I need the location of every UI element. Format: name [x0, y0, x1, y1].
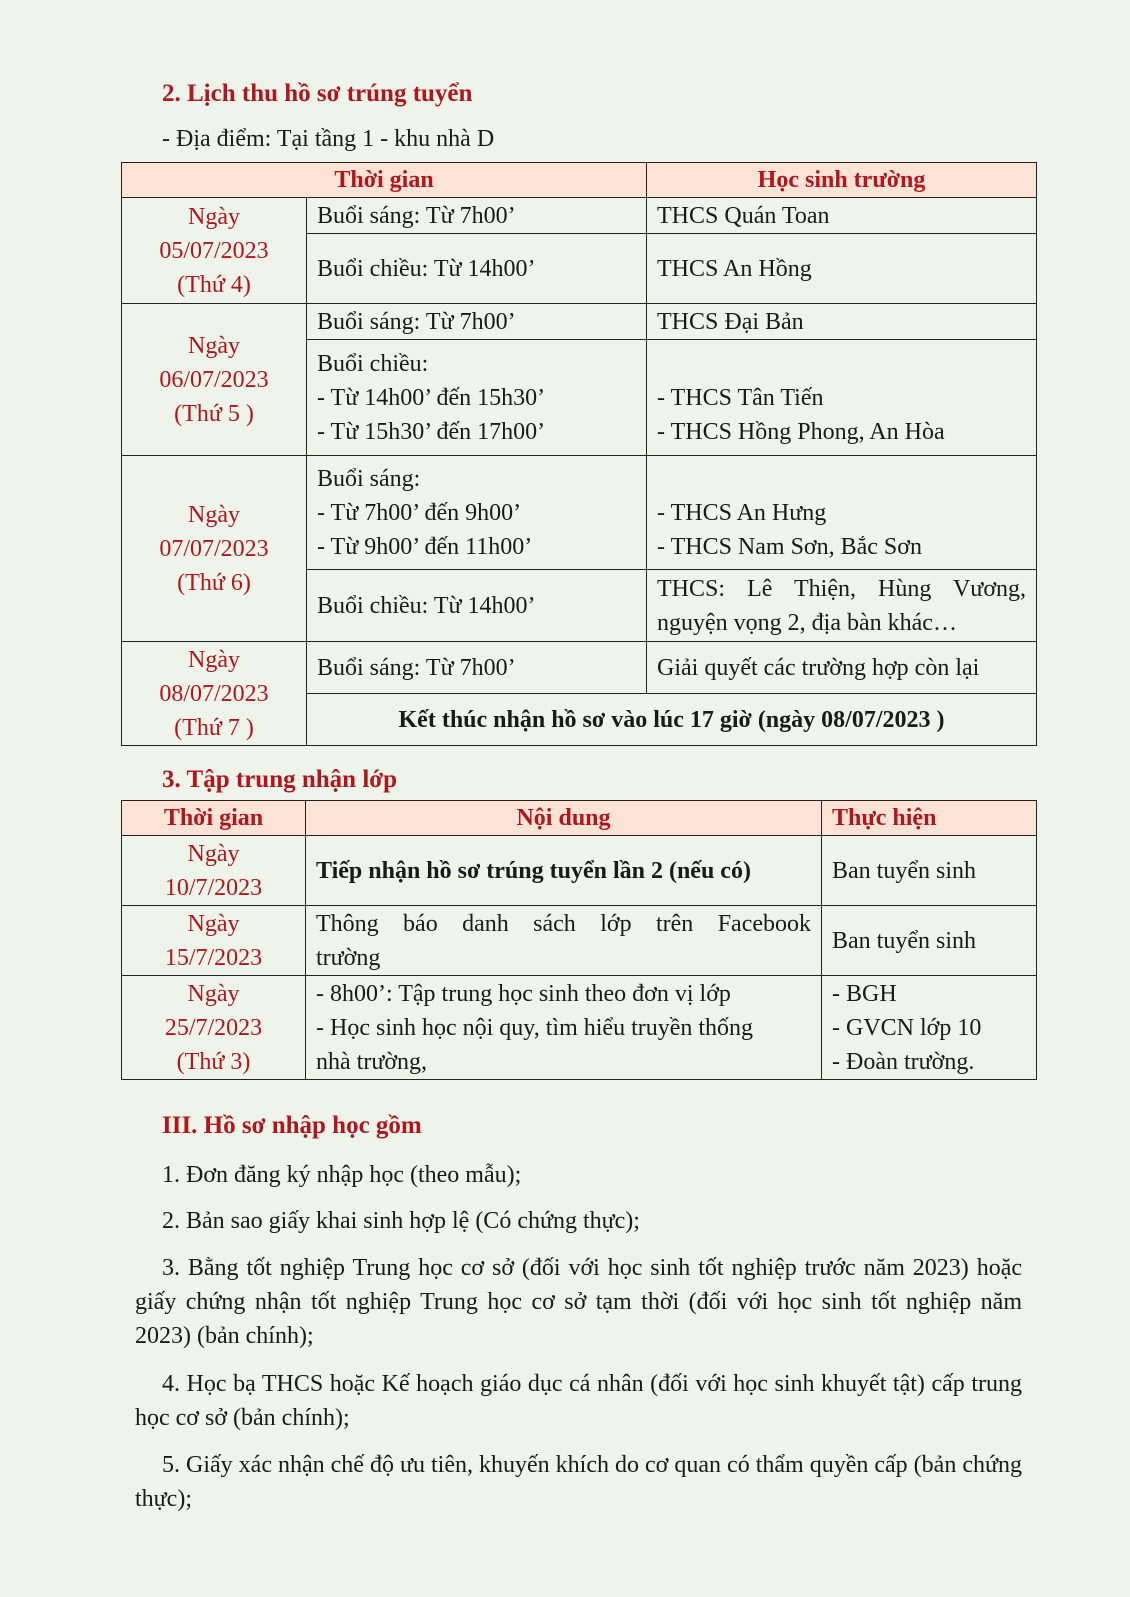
table-row: [122, 906, 1037, 976]
date-cell: Ngày 08/07/2023 (Thứ 7 ): [122, 642, 307, 746]
table-row: [122, 198, 1037, 234]
school-cell: THCS Đại Bản: [647, 304, 1037, 340]
section-2-heading: 2. Lịch thu hồ sơ trúng tuyển: [162, 80, 473, 107]
location-line: - Địa điểm: Tại tầng 1 - khu nhà D: [162, 126, 495, 152]
list-item: 2. Bản sao giấy khai sinh hợp lệ (Có chứng thực);: [162, 1208, 640, 1234]
school-cell: Giải quyết các trường hợp còn lại: [647, 642, 1037, 694]
header-time: Thời gian: [122, 801, 306, 836]
list-item: 5. Giấy xác nhận chế độ ưu tiên, khuyến khích do cơ quan có thẩm quyền cấp (bản chứng thực);: [135, 1452, 1022, 1512]
content-cell: Tiếp nhận hồ sơ trúng tuyển lần 2 (nếu có): [306, 836, 822, 906]
list-item: 1. Đơn đăng ký nhập học (theo mẫu);: [162, 1162, 522, 1188]
content-cell: Thông báo danh sách lớp trên Facebook trường: [306, 906, 822, 976]
time-cell: Buổi sáng: - Từ 7h00’ đến 9h00’ - Từ 9h00’ đến 11h00’: [307, 456, 647, 570]
table-header-row: [122, 163, 1037, 198]
time-cell: Buổi chiều: Từ 14h00’: [307, 570, 647, 642]
table-row: [122, 642, 1037, 694]
date-cell: Ngày 25/7/2023 (Thứ 3): [122, 976, 306, 1080]
by-cell: - BGH - GVCN lớp 10 - Đoàn trường.: [822, 976, 1037, 1080]
date-cell: Ngày 05/07/2023 (Thứ 4): [122, 198, 307, 304]
time-cell: Buổi chiều: Từ 14h00’: [307, 234, 647, 304]
school-cell: THCS: Lê Thiện, Hùng Vương, nguyện vọng 2, địa bàn khác…: [647, 570, 1037, 642]
schedule-table: [121, 162, 1037, 746]
table-row: [122, 836, 1037, 906]
closing-note: Kết thúc nhận hồ sơ vào lúc 17 giờ (ngày 08/07/2023 ): [307, 694, 1037, 746]
date-cell: Ngày 15/7/2023: [122, 906, 306, 976]
time-cell: Buổi sáng: Từ 7h00’: [307, 304, 647, 340]
time-cell: Buổi sáng: Từ 7h00’: [307, 198, 647, 234]
time-cell: Buổi sáng: Từ 7h00’: [307, 642, 647, 694]
table-row: [122, 976, 1037, 1080]
time-cell: Buổi chiều: - Từ 14h00’ đến 15h30’ - Từ 15h30’ đến 17h00’: [307, 340, 647, 456]
header-time: Thời gian: [122, 163, 647, 198]
by-cell: Ban tuyển sinh: [822, 836, 1037, 906]
list-item: 3. Bằng tốt nghiệp Trung học cơ sở (đối với học sinh tốt nghiệp trước năm 2023) hoặc giấy chứng nhận tốt nghiệp Trung học cơ sở tạm thời (đối với học sinh tốt nghiệp năm 2023) (bản chính);: [135, 1255, 1022, 1349]
header-by: Thực hiện: [822, 801, 1037, 836]
table-row: [122, 456, 1037, 570]
school-cell: - THCS An Hưng - THCS Nam Sơn, Bắc Sơn: [647, 456, 1037, 570]
table-row: [122, 304, 1037, 340]
header-school: Học sinh trường: [647, 163, 1037, 198]
list-item: 4. Học bạ THCS hoặc Kế hoạch giáo dục cá nhân (đối với học sinh khuyết tật) cấp trung học cơ sở (bản chính);: [135, 1371, 1022, 1431]
section-4-heading: III. Hồ sơ nhập học gồm: [162, 1112, 422, 1139]
section-3-heading: 3. Tập trung nhận lớp: [162, 766, 398, 793]
date-cell: Ngày 07/07/2023 (Thứ 6): [122, 456, 307, 642]
content-cell: - 8h00’: Tập trung học sinh theo đơn vị lớp - Học sinh học nội quy, tìm hiểu truyền thống nhà trường,: [306, 976, 822, 1080]
school-cell: THCS Quán Toan: [647, 198, 1037, 234]
date-cell: Ngày 10/7/2023: [122, 836, 306, 906]
date-cell: Ngày 06/07/2023 (Thứ 5 ): [122, 304, 307, 456]
header-content: Nội dung: [306, 801, 822, 836]
school-cell: THCS An Hồng: [647, 234, 1037, 304]
table-header-row: [122, 801, 1037, 836]
class-table: [121, 800, 1037, 1080]
school-cell: - THCS Tân Tiến - THCS Hồng Phong, An Hòa: [647, 340, 1037, 456]
by-cell: Ban tuyển sinh: [822, 906, 1037, 976]
